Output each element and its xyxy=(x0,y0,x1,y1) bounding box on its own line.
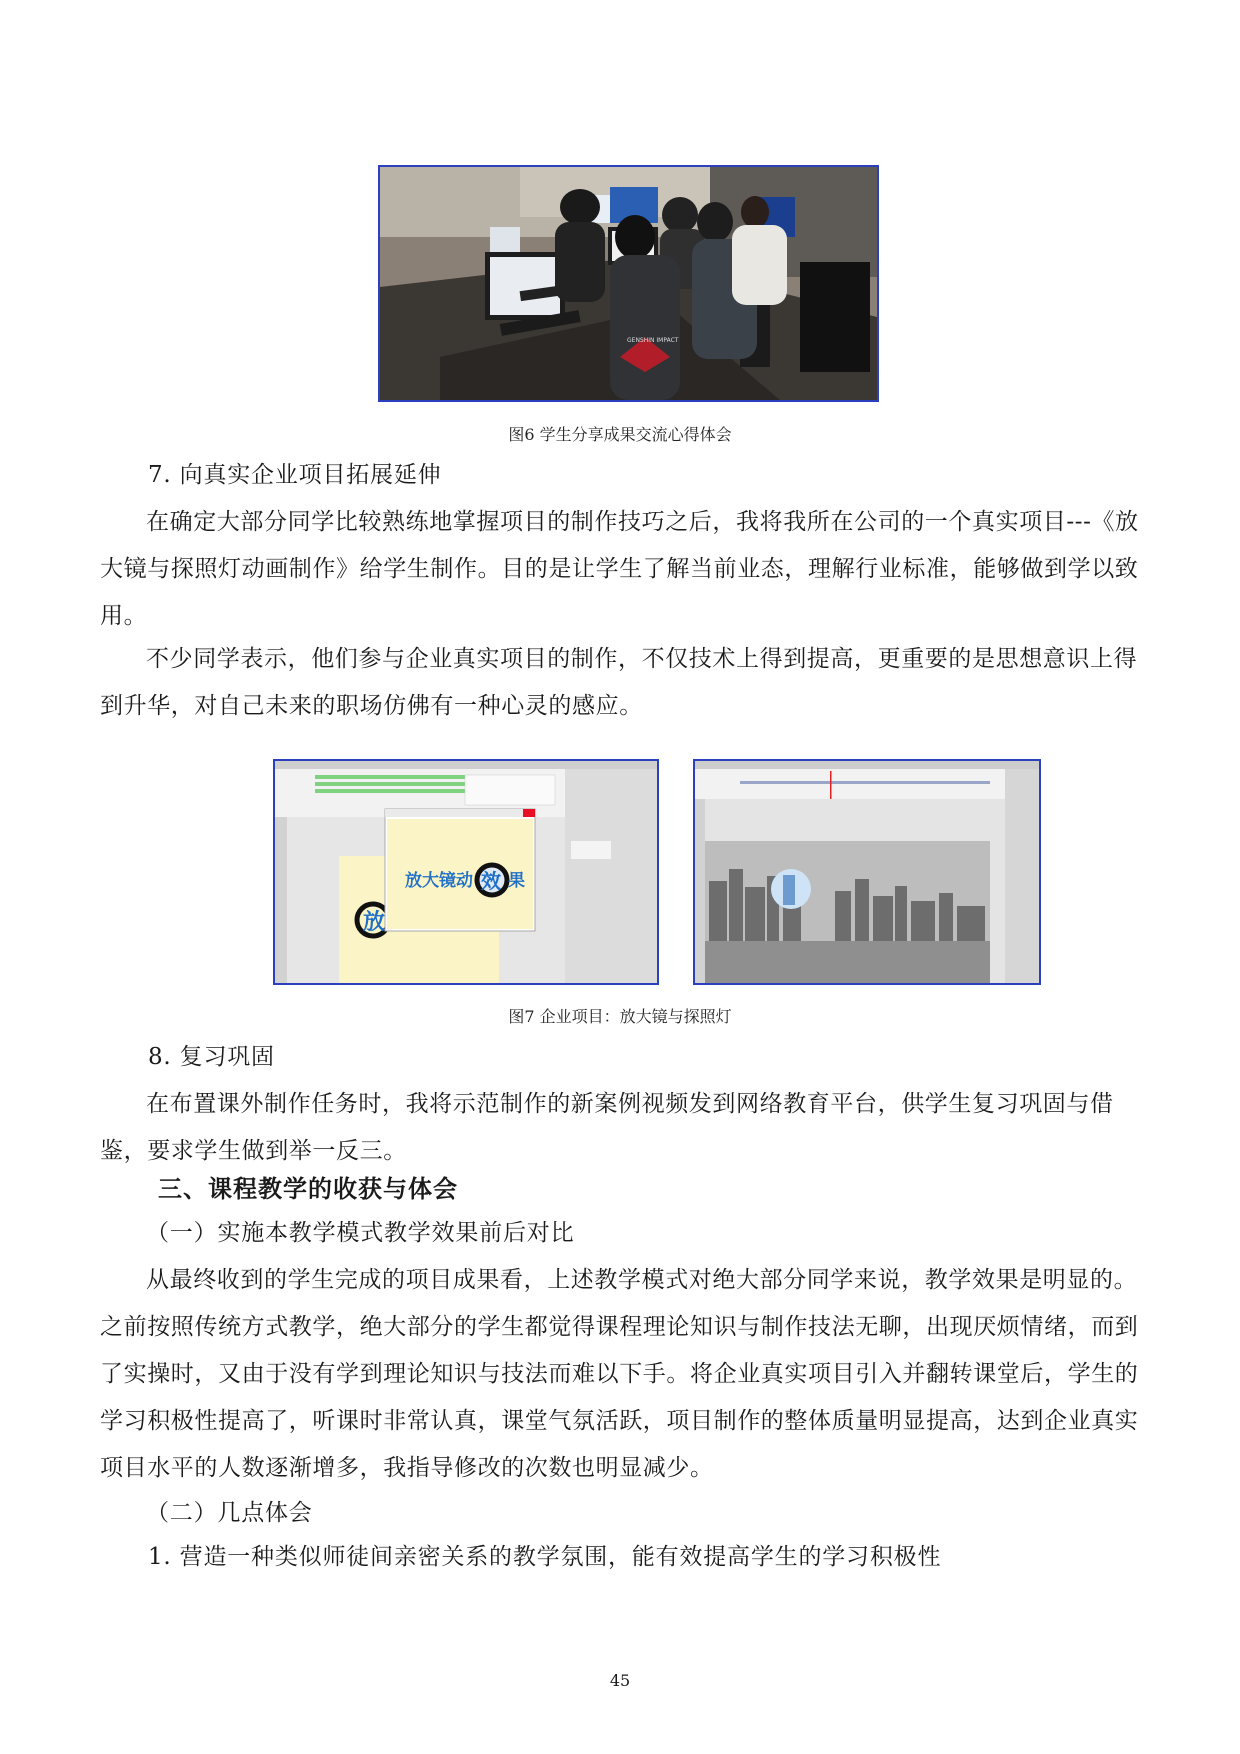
figure6-caption: 图6 学生分享成果交流心得体会 xyxy=(508,425,732,444)
shirt-print-text: GENSHIN IMPACT xyxy=(627,337,679,344)
section8-paragraph-1: 在布置课外制作任务时，我将示范制作的新案例视频发到网络教育平台，供学生复习巩固与借鉴，要求学生做到举一反三。 xyxy=(100,1091,1114,1164)
figure7-screenshot-magnifier xyxy=(273,759,659,985)
figure7-screenshot-spotlight xyxy=(693,759,1041,985)
section7-paragraph-2: 不少同学表示，他们参与企业真实项目的制作，不仅技术上得到提高，更重要的是思想意识上得到升华，对自己未来的职场仿佛有一种心灵的感应。 xyxy=(100,646,1138,719)
screen1-circle-text: 效 xyxy=(481,869,501,893)
part3-subheading-1: （一）实施本教学模式教学效果前后对比 xyxy=(146,1220,575,1246)
page-number: 45 xyxy=(609,1671,631,1690)
screen1-title-text: 放大镜动 xyxy=(405,871,473,891)
part3-heading: 三、课程教学的收获与体会 xyxy=(158,1175,458,1203)
section7-paragraph-1: 在确定大部分同学比较熟练地掌握项目的制作技巧之后，我将我所在公司的一个真实项目---《放大镜与探照灯动画制作》给学生制作。目的是让学生了解当前业态，理解行业标准，能够做到学以致用。 xyxy=(100,509,1139,629)
screen1-left-char: 放 xyxy=(363,910,386,935)
section7-heading: 7. 向真实企业项目拓展延伸 xyxy=(148,462,442,488)
section8-heading: 8. 复习巩固 xyxy=(148,1044,275,1070)
part3-paragraph-1: 从最终收到的学生完成的项目成果看，上述教学模式对绝大部分同学来说，教学效果是明显的。之前按照传统方式教学，绝大部分的学生都觉得课程理论知识与制作技法无聊，出现厌烦情绪，而到了实操时，又由于没有学到理论知识与技法而难以下手。将企业真实项目引入并翻转课堂后，学生的学习积极性提高了，听课时非常认真，课堂气氛活跃，项目制作的整体质量明显提高，达到企业真实项目水平的人数逐渐增多，我指导修改的次数也明显减少。 xyxy=(100,1267,1139,1481)
figure7-caption: 图7 企业项目：放大镜与探照灯 xyxy=(508,1007,732,1026)
part3-item-1: 1. 营造一种类似师徒间亲密关系的教学氛围，能有效提高学生的学习积极性 xyxy=(148,1544,942,1570)
part3-subheading-2: （二）几点体会 xyxy=(146,1500,313,1526)
screen1-after-circle: 果 xyxy=(508,871,525,891)
figure6-photo xyxy=(378,165,879,402)
